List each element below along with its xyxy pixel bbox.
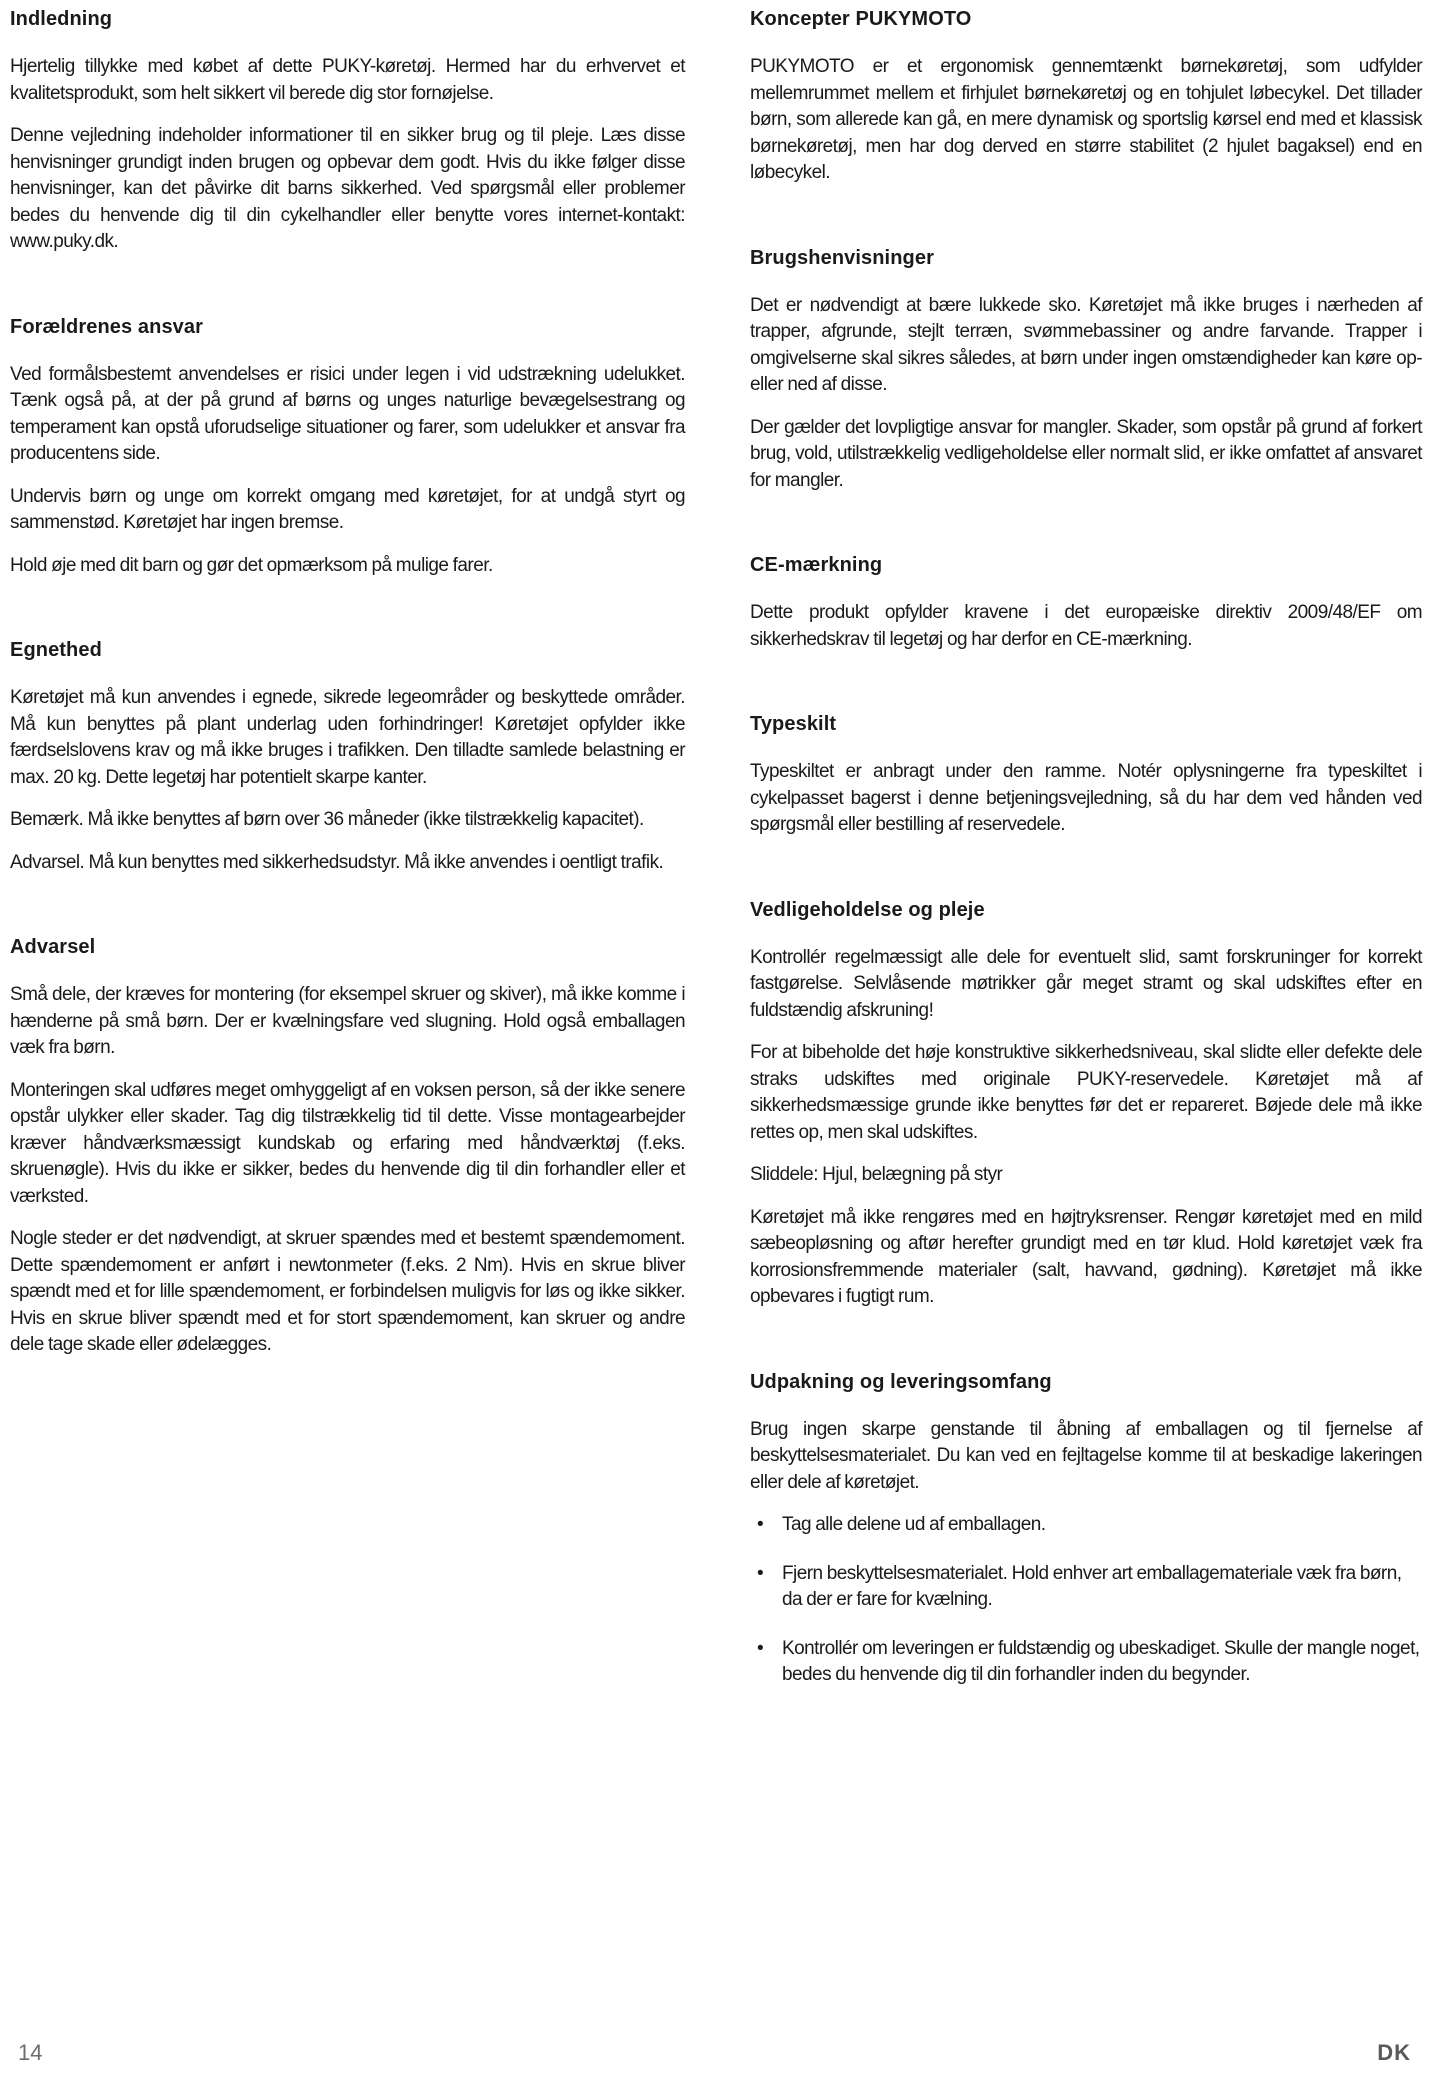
- list-item-text: Kontrollér om leveringen er fuldstændig og ubeskadiget. Skulle der mangle noget, bedes du henvende dig til din forhandler inden du begynder.: [782, 1637, 1420, 1685]
- paragraph: Undervis børn og unge om korrekt omgang med køretøjet, for at undgå styrt og sammenstød. Køretøjet har ingen bremse.: [10, 485, 685, 533]
- section-udpakning: [750, 1367, 1422, 1689]
- section-indledning: [10, 4, 685, 256]
- paragraph: Hold øje med dit barn og gør det opmærksom på mulige farer.: [10, 554, 493, 576]
- heading-foraeldrenes-ansvar: Forældrenes ansvar: [10, 315, 203, 338]
- section-ce-maerkning: [750, 550, 1422, 653]
- paragraph: Det er nødvendigt at bære lukkede sko. Køretøjet må ikke bruges i nærheden af trapper, afgrunde, stejlt terræn, svømmebassiner og andre farvande. Trapper i omgivelserne skal sikres således, at børn under ingen omstændigheder kan køre op- eller ned af disse.: [750, 294, 1422, 395]
- heading-ce-maerkning: CE-mærkning: [750, 554, 883, 576]
- section-typeskilt: [750, 709, 1422, 839]
- heading-egnethed: Egnethed: [10, 639, 102, 661]
- section-brugshenvisninger: [750, 243, 1422, 495]
- paragraph: Små dele, der kræves for montering (for eksempel skruer og skiver), må ikke komme i hænderne på små børn. Der er kvælningsfare ved slugning. Hold også emballagen væk fra børn.: [10, 984, 685, 1058]
- paragraph: Brug ingen skarpe genstande til åbning af emballagen og til fjernelse af beskyttelsesmaterialet. Du kan ved en fejltagelse komme til at beskadige lakeringen eller dele af køretøjet.: [750, 1418, 1422, 1493]
- paragraph: Hjertelig tillykke med købet af dette PUKY-køretøj. Hermed har du erhvervet et kvalitetsprodukt, som helt sikkert vil berede dig stor fornøjelse.: [10, 56, 685, 104]
- paragraph: Nogle steder er det nødvendigt, at skruer spændes med et bestemt spændemoment. Dette spændemoment er anført i newtonmeter (f.eks. 2 Nm). Hvis en skrue bliver spændt med et for lille spændemoment, er forbindelsen muligvis for løs og ikke sikker. Hvis en skrue bliver spændt med et for stort spændemoment, kan skruer og andre dele tage skade eller ødelægges.: [10, 1228, 685, 1355]
- paragraph: Køretøjet må kun anvendes i egnede, sikrede legeområder og beskyttede områder. Må kun benyttes på plant underlag uden forhindringer! Køretøjet opfylder ikke færdselslovens krav og må ikke bruges i trafikken. Den tilladte samlede belastning er max. 20 kg. Dette legetøj har potentielt skarpe kanter.: [10, 687, 685, 788]
- paragraph: Sliddele: Hjul, belægning på styr: [750, 1164, 1003, 1185]
- section-koncepter: [750, 4, 1422, 187]
- list-item-text: Fjern beskyttelsesmaterialet. Hold enhver art emballagemateriale væk fra børn, da der er fare for kvælning.: [782, 1562, 1402, 1610]
- bullet-list: [750, 1512, 1422, 1689]
- paragraph: Advarsel. Må kun benyttes med sikkerhedsudstyr. Må ikke anvendes i oentligt trafik.: [10, 851, 664, 873]
- heading-koncepter: Koncepter PUKYMOTO: [750, 8, 972, 30]
- heading-udpakning: Udpakning og leveringsomfang: [750, 1370, 1052, 1393]
- bullet-icon: •: [756, 1562, 764, 1584]
- language-code: DK: [1377, 2040, 1411, 2065]
- heading-vedligeholdelse: Vedligeholdelse og pleje: [750, 898, 985, 921]
- paragraph: For at bibeholde det høje konstruktive sikkerhedsniveau, skal slidte eller defekte dele straks udskiftes med originale PUKY-reservedele. Køretøjet må af sikkerhedsmæssige grunde ikke benyttes før det er repareret. Bøjede dele må ikke rettes op, men skal udskiftes.: [750, 1042, 1422, 1143]
- paragraph: Ved formålsbestemt anvendelses er risici under legen i vid udstrækning udelukket. Tænk også på, at der på grund af børns og unges naturlige bevægelsestrang og temperament kan opstå uforudselige situationer og farer, som udelukker et ansvar fra producentens side.: [10, 363, 685, 464]
- paragraph: Kontrollér regelmæssigt alle dele for eventuelt slid, samt forskruninger for korrekt fastgørelse. Selvlåsende møtrikker går meget stramt og skal udskiftes efter en fuldstændig afskruning!: [750, 946, 1422, 1021]
- paragraph: Typeskiltet er anbragt under den ramme. Notér oplysningerne fra typeskiltet i cykelpasset bagerst i denne betjeningsvejledning, så du har dem ved hånden ved spørgsmål eller bestilling af reservedele.: [750, 761, 1422, 835]
- paragraph: Bemærk. Må ikke benyttes af børn over 36 måneder (ikke tilstrækkelig kapacitet).: [10, 809, 644, 830]
- left-column: [10, 4, 685, 1375]
- list-item: [750, 1561, 1422, 1614]
- right-column: [750, 4, 1422, 1711]
- page-number: 14: [18, 2040, 43, 2065]
- paragraph: Denne vejledning indeholder informationer til en sikker brug og til pleje. Læs disse henvisninger grundigt inden brugen og opbevar dem godt. Hvis du ikke følger disse henvisninger, kan det påvirke dit barns sikkerhed. Ved spørgsmål eller problemer bedes du henvende dig til din cykelhandler eller benytte vores internet-kontakt: www.puky.dk.: [10, 125, 685, 252]
- section-advarsel: [10, 932, 685, 1359]
- section-foraeldrenes-ansvar: [10, 312, 685, 580]
- bullet-icon: •: [756, 1637, 764, 1659]
- paragraph: Monteringen skal udføres meget omhyggeligt af en voksen person, så der ikke senere opstår ulykker eller skader. Tag dig tilstrækkelig tid til dette. Visse montagearbejder kræver håndværksmæssigt kundskab og erfaring med håndværktøj (f.eks. skruenøgle). Hvis du ikke er sikker, bedes du henvende dig til din forhandler eller et værksted.: [10, 1079, 685, 1207]
- list-item: [750, 1636, 1422, 1689]
- paragraph: Der gælder det lovpligtige ansvar for mangler. Skader, som opstår på grund af forkert brug, vold, utilstrækkelig vedligeholdelse eller normalt slid, er ikke omfattet af ansvaret for mangler.: [750, 416, 1422, 491]
- section-vedligeholdelse: [750, 895, 1422, 1311]
- heading-brugshenvisninger: Brugshenvisninger: [750, 246, 934, 269]
- heading-typeskilt: Typeskilt: [750, 713, 837, 735]
- paragraph: PUKYMOTO er et ergonomisk gennemtænkt børnekøretøj, som udfylder mellemrummet mellem et firhjulet børnekøretøj og en tohjulet løbecykel. Det tillader børn, som allerede kan gå, en mere dynamisk og sportslig kørsel end med et klassisk børnekøretøj, men har dog derved en større stabilitet (2 hjulet bagaksel) end en løbecykel.: [750, 56, 1422, 183]
- paragraph: Køretøjet må ikke rengøres med en højtryksrenser. Rengør køretøjet med en mild sæbeopløsning og aftør herefter grundigt med en tør klud. Hold køretøjet væk fra korrosionsfremmende materialer (salt, havvand, gødning). Køretøjet må ikke opbevares i fugtigt rum.: [750, 1206, 1422, 1307]
- list-item-text: Tag alle delene ud af emballagen.: [782, 1514, 1046, 1535]
- heading-indledning: Indledning: [10, 8, 113, 30]
- section-egnethed: [10, 635, 685, 876]
- heading-advarsel: Advarsel: [10, 936, 96, 958]
- list-item: [750, 1512, 1422, 1539]
- paragraph: Dette produkt opfylder kravene i det europæiske direktiv 2009/48/EF om sikkerhedskrav til legetøj og har derfor en CE-mærkning.: [750, 602, 1422, 650]
- bullet-icon: •: [756, 1514, 764, 1535]
